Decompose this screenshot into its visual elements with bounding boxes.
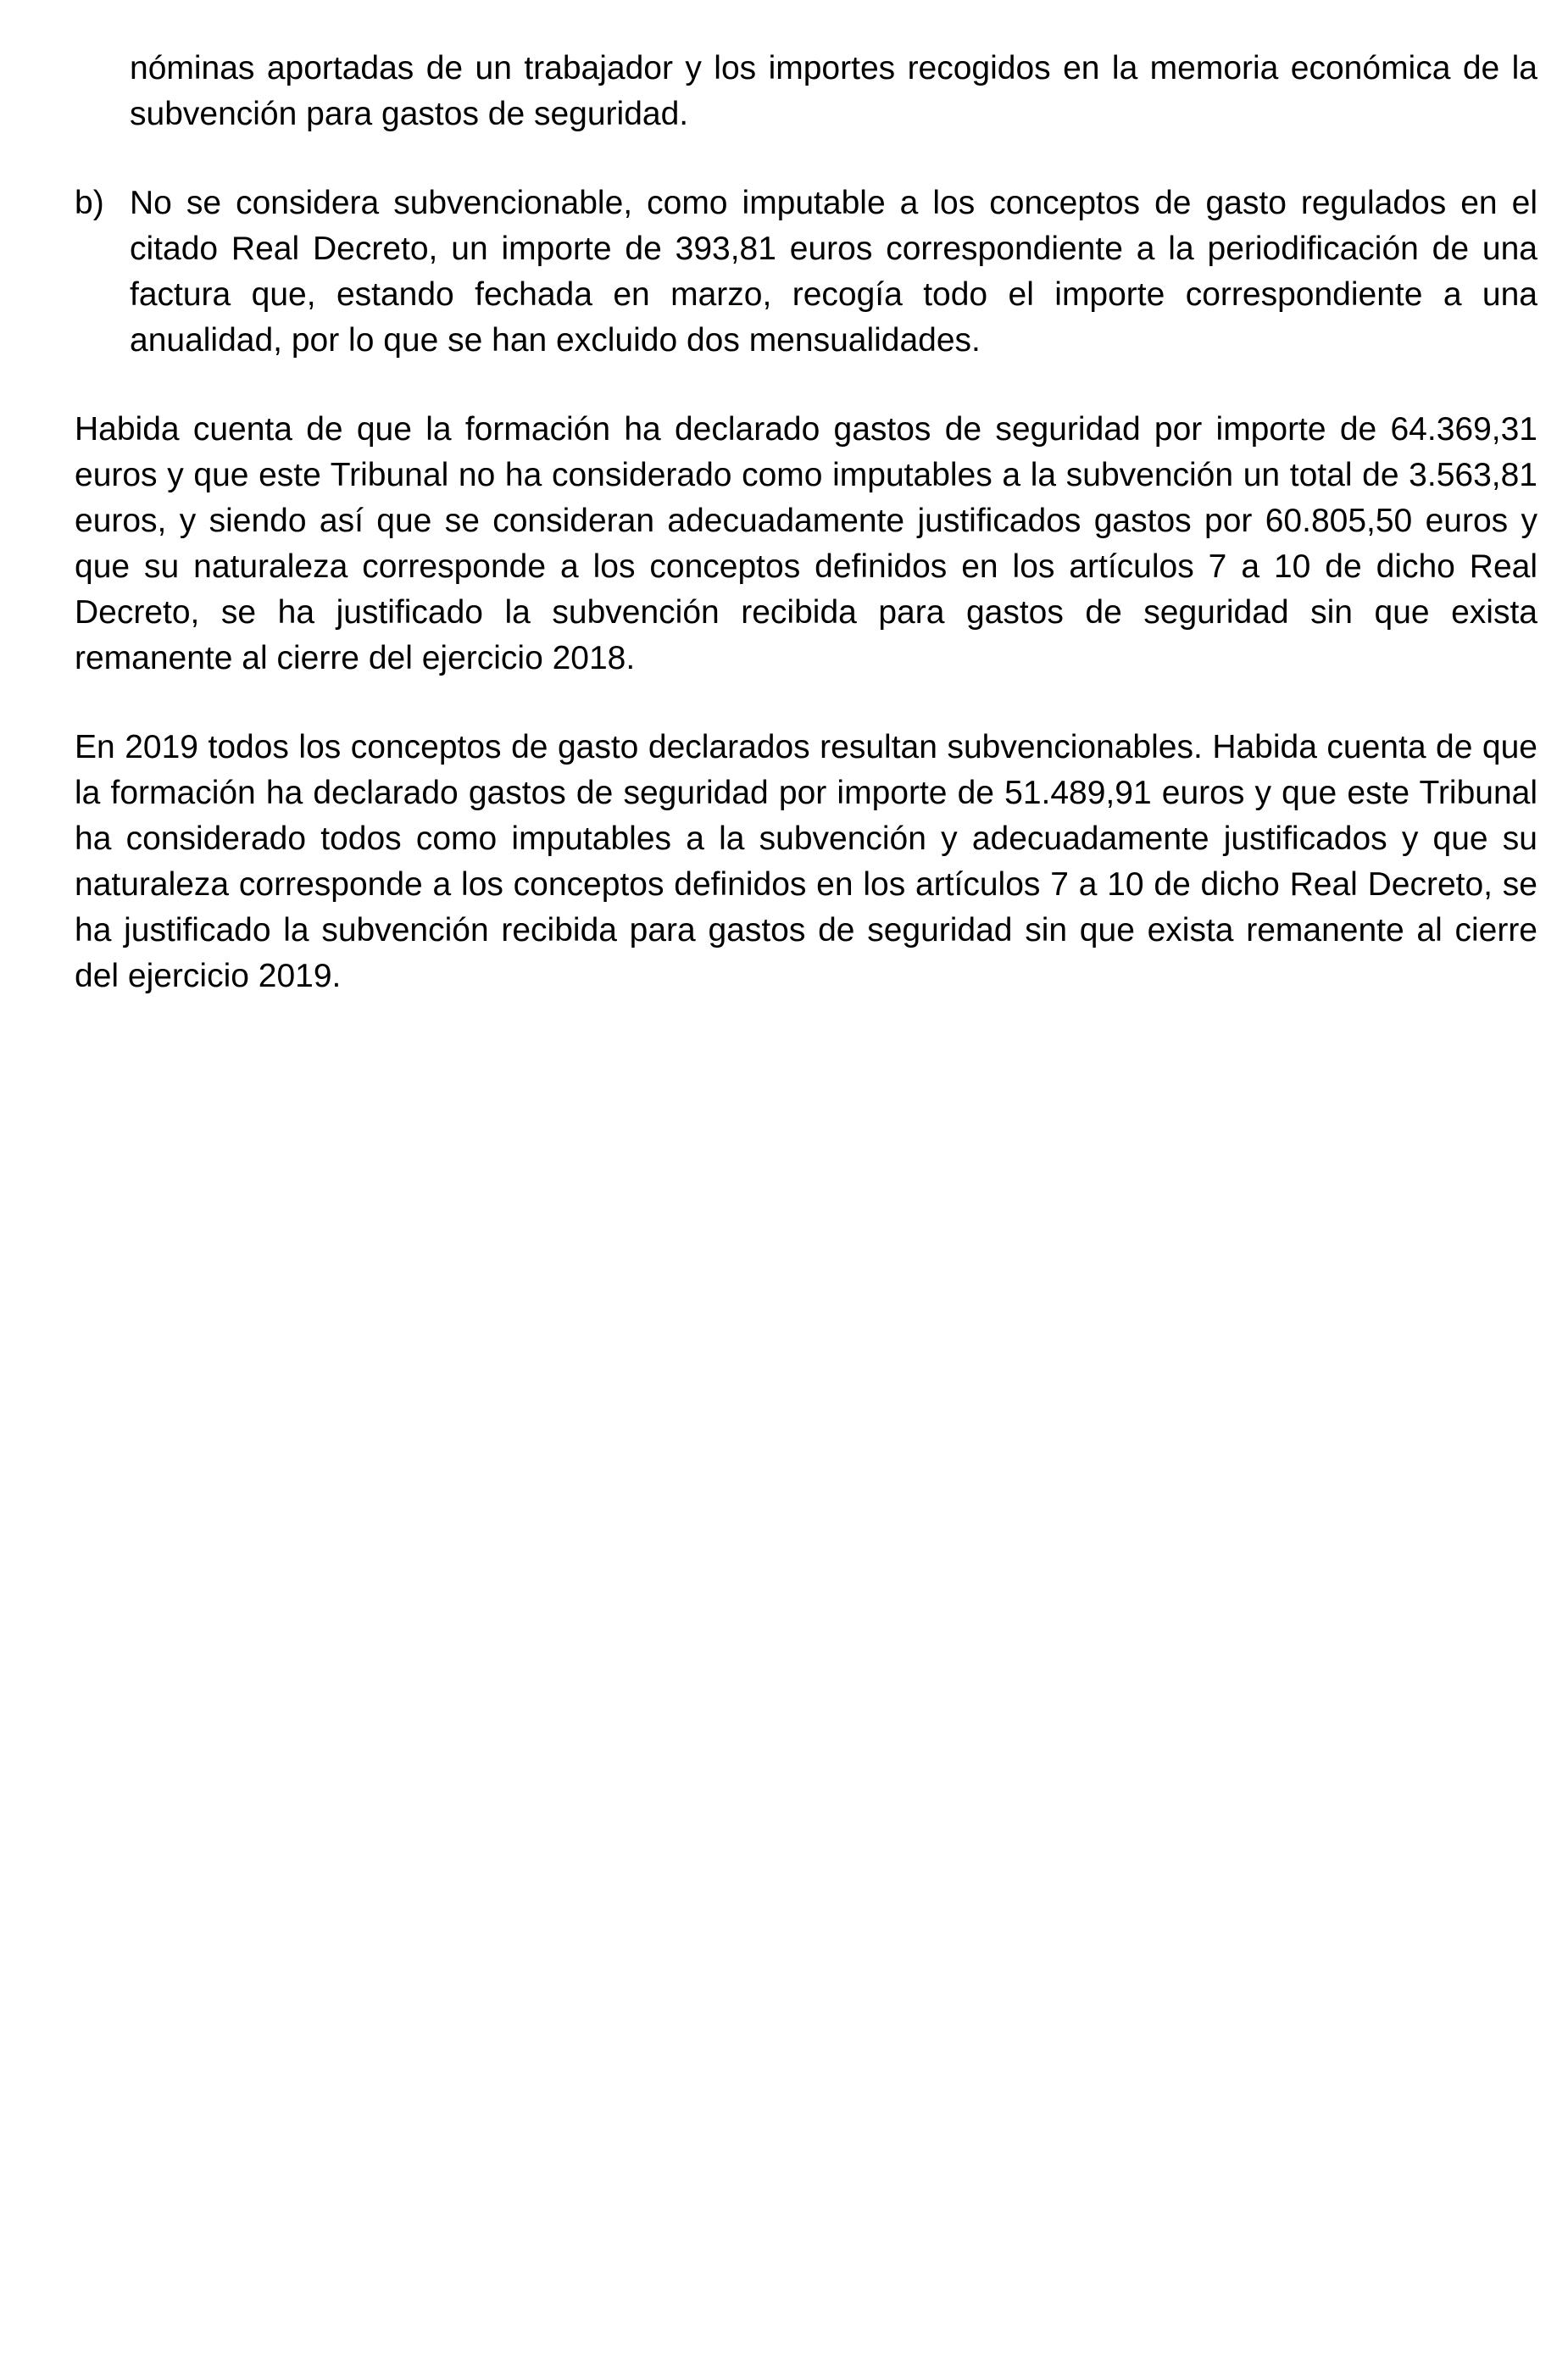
paragraph-2018: Habida cuenta de que la formación ha declarado gastos de seguridad por importe de 64.369,31 euros y que este Tribunal no ha considerado como imputables a la subvención un total de 3.563,81 euros, y siendo así que se consideran adecuadamente justificados gastos por 60.805,50 euros y que su naturaleza corresponde a los conceptos definidos en los artículos 7 a 10 de dicho Real Decreto, se ha justificado la subvención recibida para gastos de seguridad sin que exista remanente al cierre del ejercicio 2018.: [75, 411, 1537, 676]
list-item-b: [75, 181, 1537, 364]
list-marker-b: b): [75, 185, 104, 221]
document-body: [75, 46, 1537, 999]
list-item-b-text: No se considera subvencionable, como imputable a los conceptos de gasto regulados en el citado Real Decreto, un importe de 393,81 euros correspondiente a la periodificación de una factura que, estando fechada en marzo, recogía todo el importe correspondiente a una anualidad, por lo que se han excluido dos mensualidades.: [130, 185, 1537, 359]
paragraph-2019: En 2019 todos los conceptos de gasto declarados resultan subvencionables. Habida cuenta de que la formación ha declarado gastos de seguridad por importe de 51.489,91 euros y que este Tribunal ha considerado todos como imputables a la subvención y adecuadamente justificados y que su naturaleza corresponde a los conceptos definidos en los artículos 7 a 10 de dicho Real Decreto, se ha justificado la subvención recibida para gastos de seguridad sin que exista remanente al cierre del ejercicio 2019.: [75, 729, 1537, 994]
continuation-paragraph: nóminas aportadas de un trabajador y los importes recogidos en la memoria económica de la subvención para gastos de seguridad.: [130, 50, 1537, 132]
